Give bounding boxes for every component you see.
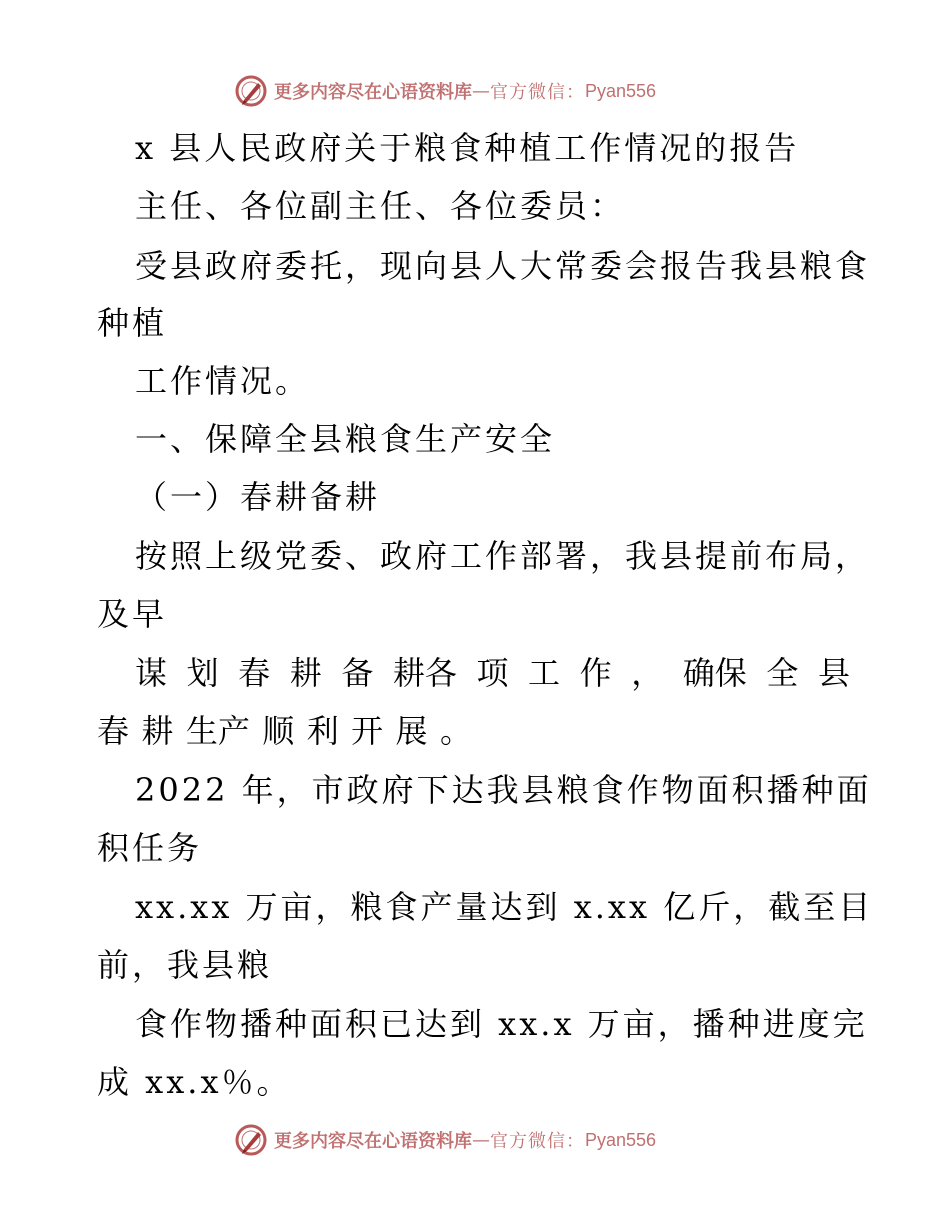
intro-line-2: 种植 <box>97 304 168 342</box>
paragraph-2-line-6: 成 xx.x％。 <box>97 1063 292 1101</box>
word: 耕 <box>289 654 322 692</box>
paragraph-1-line-1: 按照上级党委、政府工作部署，我县提前布局， <box>135 537 871 575</box>
subsection-heading: （一）春耕备耕 <box>135 478 381 516</box>
paragraph-1-line-4 <box>97 705 472 757</box>
word: 项 <box>476 654 509 692</box>
word: 生产 <box>185 712 250 750</box>
word: 划 <box>186 654 219 692</box>
word: 。 <box>439 712 472 750</box>
word: 全 <box>766 654 799 692</box>
word: 确保 <box>682 654 747 692</box>
word: 工 <box>528 654 561 692</box>
word: 作 <box>579 654 612 692</box>
word: 耕 <box>141 712 174 750</box>
intro-line-1: 受县政府委托，现向县人大常委会报告我县粮食 <box>135 247 871 285</box>
word: 春 <box>97 712 130 750</box>
paragraph-2-line-1: 2022 年，市政府下达我县粮食作物面积播种面 <box>135 771 872 809</box>
word: 耕各 <box>392 654 457 692</box>
footer-watermark <box>234 1122 656 1158</box>
paragraph-2-line-4: 前，我县粮 <box>97 946 273 984</box>
word: 春 <box>238 654 271 692</box>
paragraph-2-line-3: xx.xx 万亩，粮食产量达到 x.xx 亿斤，截至目 <box>135 888 874 926</box>
watermark-wechat-id: Pyan556 <box>585 1129 657 1150</box>
watermark-wechat-id: Pyan556 <box>585 80 657 101</box>
word: 顺 <box>262 712 295 750</box>
word: 县 <box>817 654 850 692</box>
word: 开 <box>351 712 384 750</box>
word: ， <box>631 654 664 692</box>
header-watermark <box>234 73 656 109</box>
paragraph-1-line-3 <box>135 647 850 699</box>
paragraph-2-line-5: 食作物播种面积已达到 xx.x 万亩，播种进度完 <box>135 1005 868 1043</box>
pen-in-circle-logo-icon <box>234 1123 268 1157</box>
salutation: 主任、各位副主任、各位委员： <box>135 187 626 225</box>
section-heading: 一、保障全县粮食生产安全 <box>135 420 556 458</box>
word: 备 <box>341 654 374 692</box>
watermark-wechat-label: 官方微信： <box>490 1131 585 1152</box>
watermark-main-text: 更多内容尽在心语资料库 <box>274 82 472 103</box>
word: 展 <box>395 712 428 750</box>
document-title: x 县人民政府关于粮食种植工作情况的报告 <box>135 129 800 167</box>
word: 谋 <box>135 654 168 692</box>
paragraph-1-line-2: 及早 <box>97 595 168 633</box>
watermark-main-text: 更多内容尽在心语资料库 <box>274 1131 472 1152</box>
watermark-dash: — <box>472 1129 490 1151</box>
pen-in-circle-logo-icon <box>234 74 268 108</box>
intro-line-3: 工作情况。 <box>135 362 311 400</box>
word: 利 <box>306 712 339 750</box>
paragraph-2-line-2: 积任务 <box>97 829 203 867</box>
watermark-dash: — <box>472 80 490 102</box>
watermark-wechat-label: 官方微信： <box>490 82 585 103</box>
